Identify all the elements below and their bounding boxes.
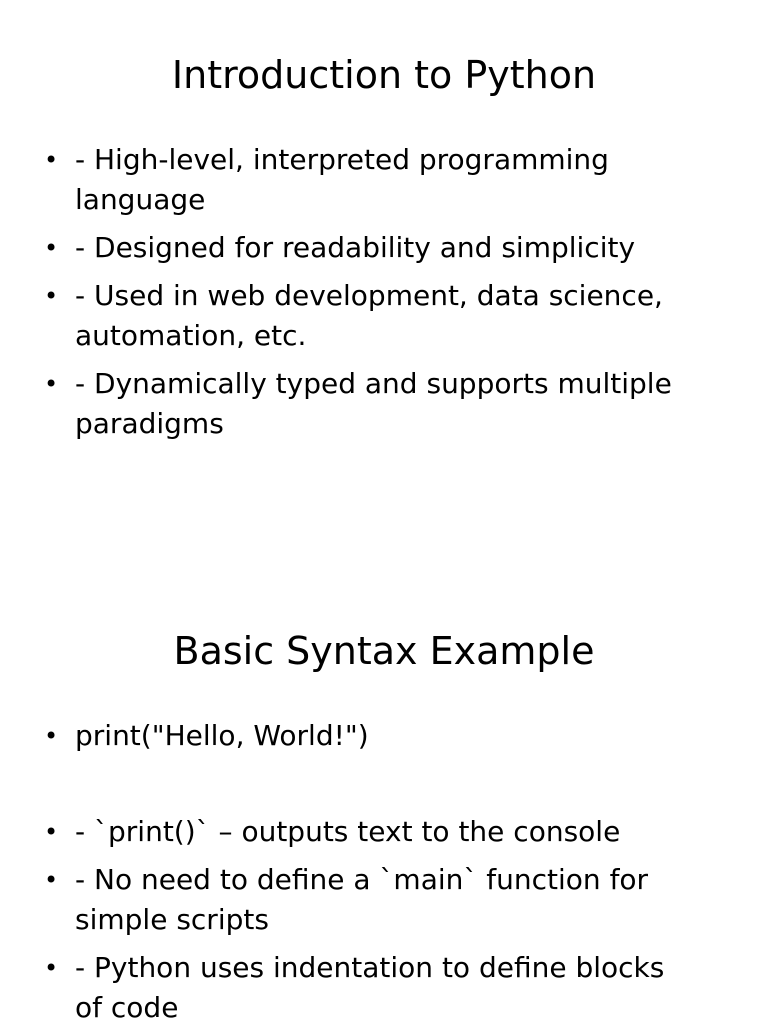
bullet-icon: • [44,282,59,310]
bullet-text: - Used in web development, data science, automation, etc. [75,279,663,352]
slide-title: Introduction to Python [171,53,597,97]
bullet-icon: • [44,234,59,262]
bullet-item [40,276,690,356]
bullet-list [40,140,690,452]
bullet-icon: • [44,370,59,398]
bullet-item [40,860,690,940]
bullet-icon: • [44,722,59,750]
bullet-text: print("Hello, World!") [75,719,369,752]
bullet-text: - `print()` – outputs text to the console [75,815,621,848]
bullet-text: - No need to define a `main` function for simple scripts [75,863,649,936]
bullet-icon: • [44,146,59,174]
bullet-text: - Dynamically typed and supports multiple paradigms [75,367,672,440]
bullet-icon: • [44,866,59,894]
bullet-text: - Designed for readability and simplicity [75,231,636,264]
bullet-item [40,812,690,852]
bullet-item [40,948,690,1024]
bullet-item [40,716,690,756]
bullet-item [40,140,690,220]
slide-syntax [0,576,768,1024]
bullet-list [40,716,690,1024]
bullet-item [40,228,690,268]
bullet-item [40,364,690,444]
slide-title: Basic Syntax Example [173,629,595,673]
bullet-text: - Python uses indentation to define blocks of code [75,951,665,1024]
bullet-icon: • [44,954,59,982]
bullet-text: - High-level, interpreted programming language [75,143,609,216]
bullet-icon: • [44,818,59,846]
